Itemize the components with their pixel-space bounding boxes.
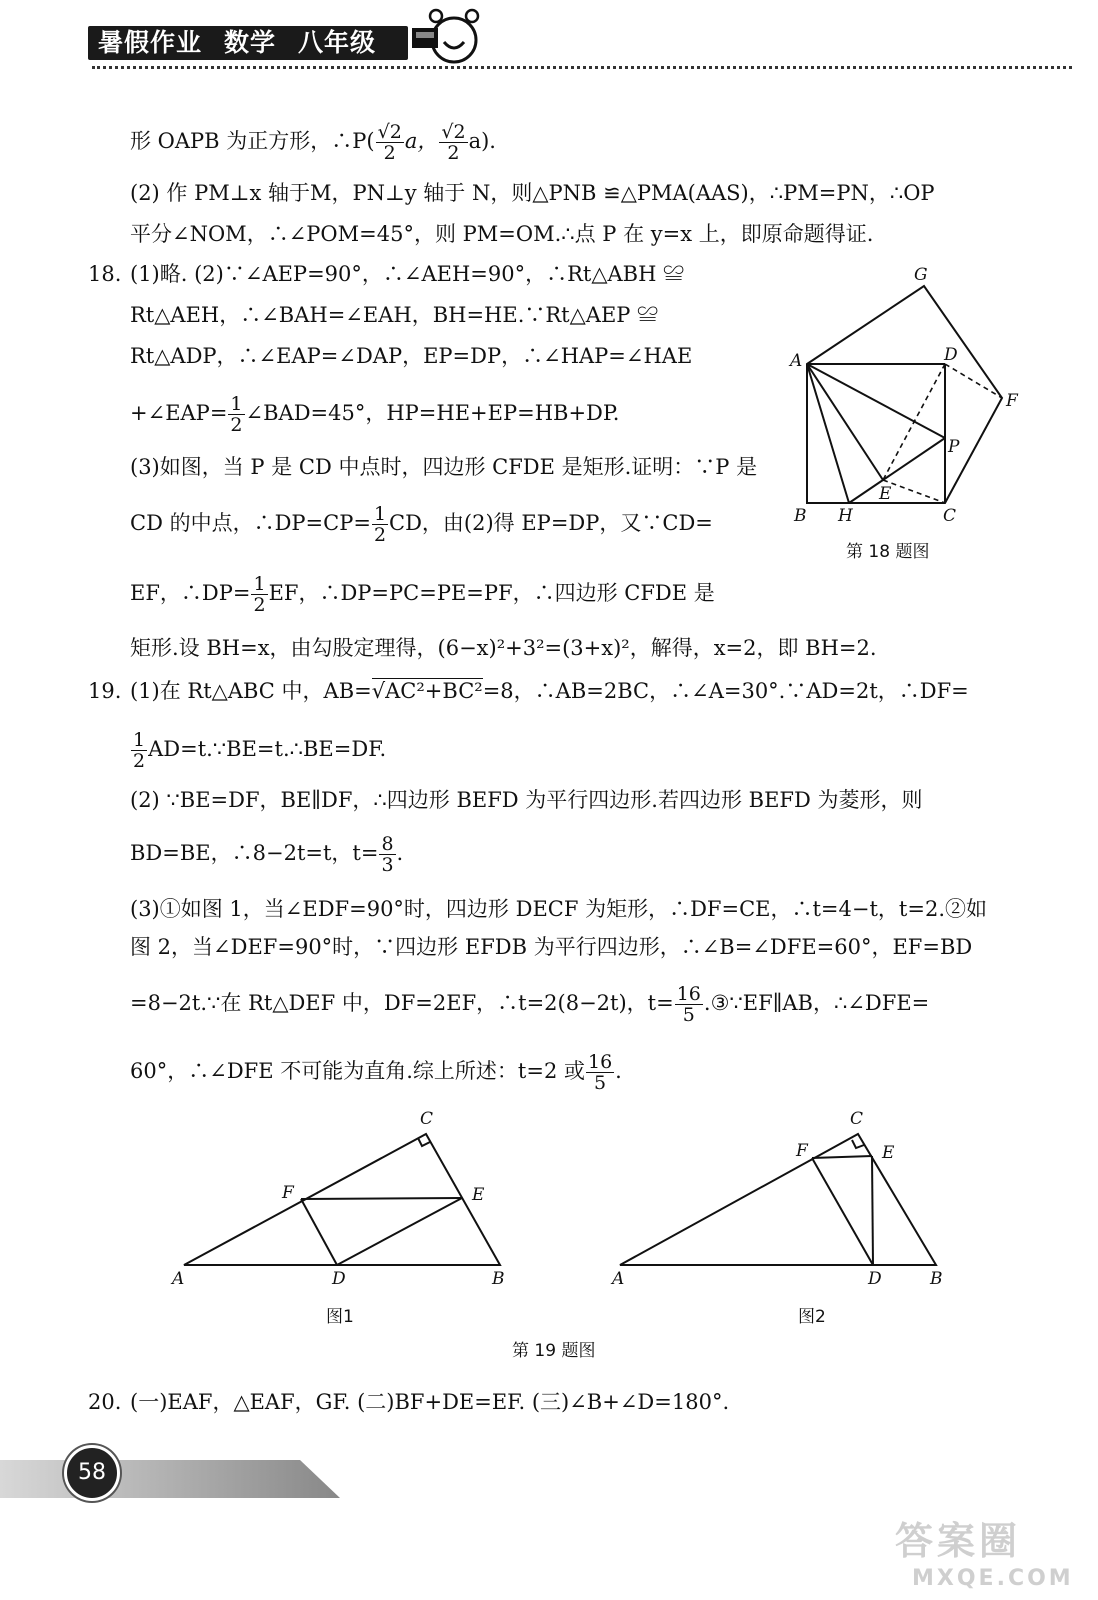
subject-title: 数学 <box>224 28 277 57</box>
label-E: E <box>879 484 892 504</box>
question-number: 18. <box>88 262 122 286</box>
text-line: =8−2t.∵在 Rt△DEF 中，DF=2EF，∴t=2(8−2t)，t= $\frac{16}{5}$ .③∵EF∥AB，∴∠DFE= <box>130 983 930 1026</box>
text-line: 图 2，当∠DEF=90°时，∵四边形 EFDB 为平行四边形，∴∠B=∠DFE=60°，EF=BD <box>130 935 973 959</box>
label-A: A <box>612 1269 625 1289</box>
label-F: F <box>282 1183 294 1203</box>
text-line: Rt△AEH，∴∠BAH=∠EAH，BH=HE.∵Rt△AEP ≌ <box>130 303 659 327</box>
label-B: B <box>492 1269 505 1289</box>
text-line: 60°，∴∠DFE 不可能为直角.综上所述：t=2 或 $\frac{16}{5}$ . <box>130 1051 622 1094</box>
label-D: D <box>868 1269 882 1289</box>
figure-19-caption: 第 19 题图 <box>512 1341 596 1361</box>
figure-18 <box>780 258 1030 528</box>
text-line: +∠EAP= $\frac{1}{2}$ ∠BAD=45°，HP=HE+EP=HB+DP. <box>130 393 620 436</box>
label-F: F <box>1006 391 1018 411</box>
label-A: A <box>172 1269 185 1289</box>
text-line: (1)在 Rt△ABC 中，AB=√AC²+BC²=8，∴AB=2BC，∴∠A=30°.∵AD=2t，∴DF= <box>130 679 969 703</box>
page-bar <box>0 1452 340 1500</box>
label-C: C <box>943 506 957 526</box>
mascot-icon <box>408 4 488 66</box>
label-A: A <box>790 351 803 371</box>
text-line: (一)EAF，△EAF，GF. (二)BF+DE=EF. (三)∠B+∠D=180°. <box>130 1390 730 1414</box>
label-H: H <box>838 506 853 526</box>
text-line: (2) 作 PM⊥x 轴于M，PN⊥y 轴于 N，则△PNB ≌△PMA(AAS)，∴PM=PN，∴OP <box>130 181 935 205</box>
label-G: G <box>914 265 928 285</box>
figure-19-2 <box>600 1100 960 1295</box>
figure-19-1 <box>160 1100 520 1295</box>
text-line: $\frac{1}{2}$ AD=t.∵BE=t.∴BE=DF. <box>133 729 387 772</box>
text-line: (2) ∵BE=DF，BE∥DF，∴四边形 BEFD 为平行四边形.若四边形 BEFD 为菱形，则 <box>130 788 923 812</box>
page-header <box>88 26 408 60</box>
text-line: (1)略. (2)∵∠AEP=90°，∴∠AEH=90°，∴Rt△ABH ≌ <box>130 262 685 286</box>
text-line: 矩形.设 BH=x，由勾股定理得，(6−x)²+3²=(3+x)²，解得，x=2，即 BH=2. <box>130 636 877 660</box>
question-number: 19. <box>88 679 122 703</box>
text-line: (3)①如图 1，当∠EDF=90°时，四边形 DECF 为矩形，∴DF=CE，∴t=4−t，t=2.②如 <box>130 897 987 921</box>
figure-1-caption: 图1 <box>326 1307 354 1327</box>
label-D: D <box>944 345 958 365</box>
text-line: BD=BE，∴8−2t=t，t= $\frac{8}{3}$ . <box>130 833 404 876</box>
book-title: 暑假作业 <box>98 28 203 57</box>
label-C: C <box>850 1109 864 1129</box>
figure-18-caption: 第 18 题图 <box>846 542 930 562</box>
text-line: 形 OAPB 为正方形，∴P( $\frac{√2}{2}$ a， $\frac{√2}{2}$ a). <box>130 121 496 164</box>
label-E: E <box>472 1185 485 1205</box>
watermark-text: 答案圈 <box>895 1519 1022 1563</box>
text-line: (3)如图，当 P 是 CD 中点时，四边形 CFDE 是矩形.证明：∵P 是 <box>130 455 758 479</box>
text-line: Rt△ADP，∴∠EAP=∠DAP，EP=DP，∴∠HAP=∠HAE <box>130 344 693 368</box>
label-C: C <box>420 1109 434 1129</box>
grade-title: 八年级 <box>298 28 377 57</box>
text-line: 平分∠NOM，∴∠POM=45°，则 PM=OM.∴点 P 在 y=x 上，即原命题得证. <box>130 222 874 246</box>
figure-2-caption: 图2 <box>798 1307 826 1327</box>
label-P: P <box>948 437 960 457</box>
label-B: B <box>930 1269 943 1289</box>
label-F: F <box>796 1141 808 1161</box>
header-divider <box>92 66 1072 69</box>
text-line: CD 的中点，∴DP=CP= $\frac{1}{2}$ CD，由(2)得 EP=DP，又∵CD= <box>130 503 713 546</box>
question-number: 20. <box>88 1390 122 1414</box>
label-E: E <box>882 1143 895 1163</box>
watermark-url: MXQE.COM <box>912 1566 1074 1591</box>
text-line: EF，∴DP= $\frac{1}{2}$ EF，∴DP=PC=PE=PF，∴四边形 CFDE 是 <box>130 573 715 616</box>
page-number: 58 <box>64 1445 120 1501</box>
label-B: B <box>794 506 807 526</box>
label-D: D <box>332 1269 346 1289</box>
